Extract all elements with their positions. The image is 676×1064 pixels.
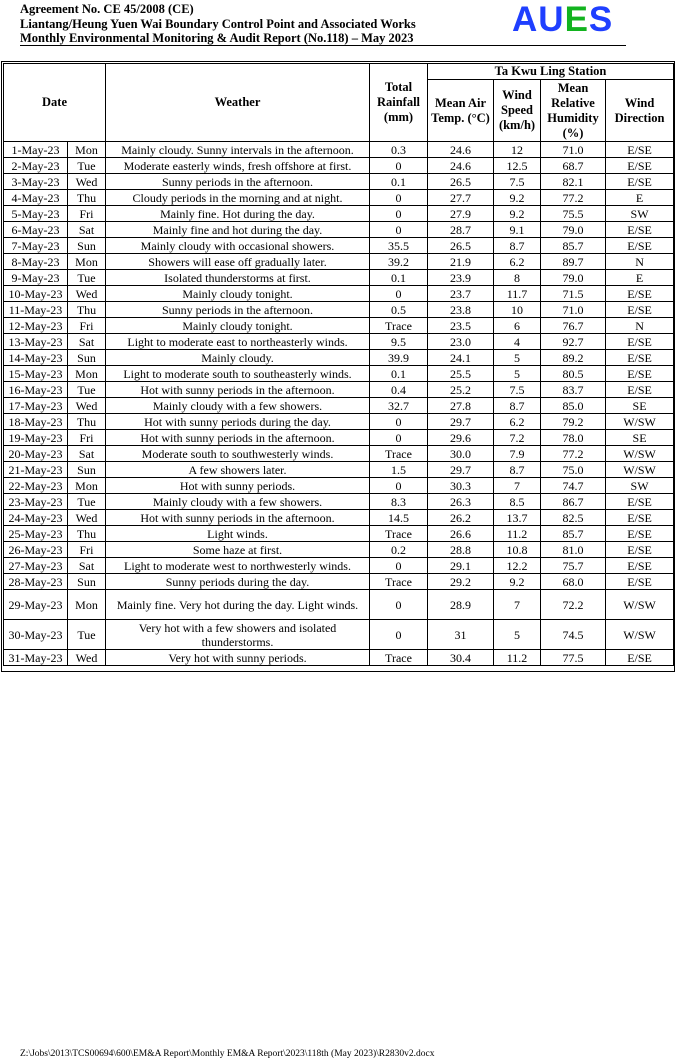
table-row [4, 286, 674, 302]
date-cell: 26-May-23 [4, 542, 68, 558]
temp-cell: 23.8 [428, 302, 494, 318]
temp-cell: 25.5 [428, 366, 494, 382]
rainfall-cell: 0.3 [370, 142, 428, 158]
day-cell: Thu [68, 526, 106, 542]
rainfall-cell: 0.1 [370, 174, 428, 190]
weather-table [3, 63, 674, 666]
table-row [4, 510, 674, 526]
date-cell: 2-May-23 [4, 158, 68, 174]
wind-speed-cell: 12.2 [494, 558, 541, 574]
wind-direction-cell: SW [606, 478, 674, 494]
temp-cell: 28.8 [428, 542, 494, 558]
wind-direction-cell: E/SE [606, 302, 674, 318]
weather-cell: Isolated thunderstorms at first. [106, 270, 370, 286]
wind-speed-cell: 5 [494, 620, 541, 650]
day-cell: Fri [68, 318, 106, 334]
table-row [4, 238, 674, 254]
wind-direction-cell: E/SE [606, 558, 674, 574]
humidity-cell: 82.5 [541, 510, 606, 526]
table-row [4, 414, 674, 430]
date-cell: 29-May-23 [4, 590, 68, 620]
day-cell: Tue [68, 270, 106, 286]
wind-direction-cell: E [606, 190, 674, 206]
temp-cell: 29.2 [428, 574, 494, 590]
weather-cell: Very hot with sunny periods. [106, 650, 370, 666]
table-row [4, 382, 674, 398]
table-row [4, 590, 674, 620]
day-cell: Mon [68, 366, 106, 382]
day-cell: Sun [68, 462, 106, 478]
weather-cell: Mainly cloudy with a few showers. [106, 398, 370, 414]
date-cell: 25-May-23 [4, 526, 68, 542]
wind-direction-cell: E/SE [606, 158, 674, 174]
humidity-cell: 77.2 [541, 446, 606, 462]
temp-cell: 26.5 [428, 238, 494, 254]
table-row [4, 142, 674, 158]
table-row [4, 650, 674, 666]
humidity-cell: 72.2 [541, 590, 606, 620]
wind-speed-cell: 8.5 [494, 494, 541, 510]
wind-direction-cell: E/SE [606, 526, 674, 542]
rainfall-cell: 0 [370, 430, 428, 446]
temp-cell: 23.9 [428, 270, 494, 286]
temp-cell: 28.7 [428, 222, 494, 238]
day-cell: Sun [68, 350, 106, 366]
date-cell: 19-May-23 [4, 430, 68, 446]
temp-cell: 27.8 [428, 398, 494, 414]
humidity-cell: 74.7 [541, 478, 606, 494]
date-cell: 18-May-23 [4, 414, 68, 430]
rainfall-cell: 0 [370, 620, 428, 650]
humidity-cell: 79.2 [541, 414, 606, 430]
rainfall-cell: 0 [370, 286, 428, 302]
date-cell: 10-May-23 [4, 286, 68, 302]
wind-direction-cell: E/SE [606, 542, 674, 558]
day-cell: Wed [68, 286, 106, 302]
wind-speed-cell: 13.7 [494, 510, 541, 526]
rainfall-cell: 39.2 [370, 254, 428, 270]
day-cell: Sat [68, 334, 106, 350]
date-cell: 31-May-23 [4, 650, 68, 666]
humidity-cell: 85.7 [541, 238, 606, 254]
weather-cell: Sunny periods in the afternoon. [106, 302, 370, 318]
rainfall-cell: 0.5 [370, 302, 428, 318]
temp-cell: 26.5 [428, 174, 494, 190]
table-row [4, 478, 674, 494]
humidity-cell: 78.0 [541, 430, 606, 446]
temp-cell: 23.5 [428, 318, 494, 334]
date-cell: 14-May-23 [4, 350, 68, 366]
date-cell: 16-May-23 [4, 382, 68, 398]
wind-speed-cell: 5 [494, 350, 541, 366]
weather-cell: Moderate easterly winds, fresh offshore at first. [106, 158, 370, 174]
temp-cell: 30.3 [428, 478, 494, 494]
temp-cell: 29.7 [428, 462, 494, 478]
wind-speed-cell: 11.2 [494, 526, 541, 542]
wind-direction-cell: E [606, 270, 674, 286]
temp-cell: 24.6 [428, 158, 494, 174]
date-cell: 24-May-23 [4, 510, 68, 526]
day-cell: Fri [68, 206, 106, 222]
wind-speed-cell: 8.7 [494, 398, 541, 414]
humidity-cell: 81.0 [541, 542, 606, 558]
rainfall-cell: 0.4 [370, 382, 428, 398]
wind-direction-cell: W/SW [606, 414, 674, 430]
humidity-cell: 68.7 [541, 158, 606, 174]
rainfall-cell: 9.5 [370, 334, 428, 350]
temp-cell: 29.6 [428, 430, 494, 446]
temp-cell: 27.9 [428, 206, 494, 222]
weather-cell: Sunny periods in the afternoon. [106, 174, 370, 190]
table-row [4, 462, 674, 478]
weather-cell: Very hot with a few showers and isolated thunderstorms. [106, 620, 370, 650]
temp-cell: 26.2 [428, 510, 494, 526]
date-cell: 5-May-23 [4, 206, 68, 222]
date-cell: 13-May-23 [4, 334, 68, 350]
wind-speed-cell: 9.2 [494, 574, 541, 590]
header-divider [20, 45, 626, 46]
wind-direction-cell: E/SE [606, 574, 674, 590]
weather-cell: Hot with sunny periods in the afternoon. [106, 382, 370, 398]
date-cell: 20-May-23 [4, 446, 68, 462]
temp-cell: 24.1 [428, 350, 494, 366]
day-cell: Tue [68, 620, 106, 650]
humidity-cell: 89.2 [541, 350, 606, 366]
day-cell: Tue [68, 158, 106, 174]
rainfall-cell: 0.2 [370, 542, 428, 558]
date-header: Date [4, 64, 106, 142]
wind-direction-cell: E/SE [606, 286, 674, 302]
weather-cell: Hot with sunny periods in the afternoon. [106, 510, 370, 526]
wind-direction-cell: N [606, 254, 674, 270]
date-cell: 1-May-23 [4, 142, 68, 158]
rainfall-cell: 0 [370, 190, 428, 206]
temp-cell: 23.7 [428, 286, 494, 302]
weather-cell: Hot with sunny periods during the day. [106, 414, 370, 430]
wind-direction-cell: E/SE [606, 238, 674, 254]
wind-speed-cell: 9.2 [494, 190, 541, 206]
table-row [4, 206, 674, 222]
station-header: Ta Kwu Ling Station [428, 64, 674, 80]
temp-cell: 27.7 [428, 190, 494, 206]
wind-speed-cell: 7 [494, 590, 541, 620]
day-cell: Thu [68, 302, 106, 318]
weather-cell: Mainly fine. Hot during the day. [106, 206, 370, 222]
day-cell: Thu [68, 190, 106, 206]
weather-cell: Mainly fine and hot during the day. [106, 222, 370, 238]
date-cell: 21-May-23 [4, 462, 68, 478]
wind-direction-cell: E/SE [606, 382, 674, 398]
rainfall-cell: Trace [370, 318, 428, 334]
day-cell: Mon [68, 142, 106, 158]
date-cell: 23-May-23 [4, 494, 68, 510]
day-cell: Fri [68, 430, 106, 446]
temp-cell: 24.6 [428, 142, 494, 158]
wind-direction-cell: E/SE [606, 222, 674, 238]
day-cell: Mon [68, 478, 106, 494]
aues-logo: AUES [512, 0, 614, 39]
rainfall-cell: Trace [370, 446, 428, 462]
rainfall-cell: 14.5 [370, 510, 428, 526]
table-row [4, 158, 674, 174]
humidity-cell: 71.0 [541, 302, 606, 318]
rainfall-cell: Trace [370, 650, 428, 666]
wind-direction-cell: E/SE [606, 350, 674, 366]
project-title: Liantang/Heung Yuen Wai Boundary Control Point and Associated Works [20, 16, 416, 31]
date-cell: 3-May-23 [4, 174, 68, 190]
date-cell: 6-May-23 [4, 222, 68, 238]
table-row [4, 574, 674, 590]
day-cell: Sat [68, 558, 106, 574]
wind-direction-cell: W/SW [606, 590, 674, 620]
rainfall-cell: 0 [370, 590, 428, 620]
weather-cell: Mainly cloudy. Sunny intervals in the afternoon. [106, 142, 370, 158]
wind-speed-cell: 11.2 [494, 650, 541, 666]
weather-cell: Light to moderate east to northeasterly winds. [106, 334, 370, 350]
day-cell: Mon [68, 590, 106, 620]
table-row [4, 254, 674, 270]
date-cell: 4-May-23 [4, 190, 68, 206]
date-cell: 27-May-23 [4, 558, 68, 574]
wind-speed-cell: 7.2 [494, 430, 541, 446]
wind-direction-cell: W/SW [606, 446, 674, 462]
wind-direction-cell: W/SW [606, 620, 674, 650]
rainfall-cell: 0 [370, 558, 428, 574]
wind-speed-cell: 8 [494, 270, 541, 286]
weather-cell: Mainly cloudy with a few showers. [106, 494, 370, 510]
day-cell: Tue [68, 494, 106, 510]
report-title: Monthly Environmental Monitoring & Audit Report (No.118) – May 2023 [20, 31, 414, 45]
weather-cell: Mainly cloudy. [106, 350, 370, 366]
wind-direction-cell: SW [606, 206, 674, 222]
date-cell: 8-May-23 [4, 254, 68, 270]
temp-cell: 26.3 [428, 494, 494, 510]
weather-cell: Hot with sunny periods. [106, 478, 370, 494]
file-path-footer: Z:\Jobs\2013\TCS00694\600\EM&A Report\Monthly EM&A Report\2023\118th (May 2023)\R2830v2.docx [20, 1049, 435, 1059]
day-cell: Wed [68, 174, 106, 190]
weather-cell: Mainly cloudy tonight. [106, 286, 370, 302]
temp-cell: 31 [428, 620, 494, 650]
humidity-cell: 75.5 [541, 206, 606, 222]
humidity-cell: 86.7 [541, 494, 606, 510]
date-cell: 9-May-23 [4, 270, 68, 286]
rainfall-cell: 1.5 [370, 462, 428, 478]
weather-cell: Showers will ease off gradually later. [106, 254, 370, 270]
wind-direction-cell: SE [606, 430, 674, 446]
agreement-number: Agreement No. CE 45/2008 (CE) [20, 2, 194, 16]
table-row [4, 398, 674, 414]
wind-direction-header: Wind Direction [606, 80, 674, 142]
temp-cell: 29.1 [428, 558, 494, 574]
weather-cell: A few showers later. [106, 462, 370, 478]
table-row [4, 318, 674, 334]
rainfall-cell: 8.3 [370, 494, 428, 510]
table-row [4, 190, 674, 206]
date-cell: 28-May-23 [4, 574, 68, 590]
temp-cell: 25.2 [428, 382, 494, 398]
humidity-cell: 83.7 [541, 382, 606, 398]
humidity-cell: 79.0 [541, 222, 606, 238]
table-row [4, 620, 674, 650]
rainfall-cell: 0 [370, 414, 428, 430]
rainfall-cell: 0.1 [370, 270, 428, 286]
wind-speed-cell: 9.1 [494, 222, 541, 238]
temp-cell: 30.4 [428, 650, 494, 666]
wind-speed-cell: 10 [494, 302, 541, 318]
wind-speed-cell: 6 [494, 318, 541, 334]
temp-cell: 28.9 [428, 590, 494, 620]
date-cell: 17-May-23 [4, 398, 68, 414]
day-cell: Wed [68, 510, 106, 526]
wind-speed-cell: 11.7 [494, 286, 541, 302]
humidity-cell: 74.5 [541, 620, 606, 650]
date-cell: 30-May-23 [4, 620, 68, 650]
weather-cell: Cloudy periods in the morning and at night. [106, 190, 370, 206]
wind-direction-cell: N [606, 318, 674, 334]
wind-speed-header: Wind Speed (km/h) [494, 80, 541, 142]
wind-speed-cell: 8.7 [494, 462, 541, 478]
day-cell: Wed [68, 650, 106, 666]
table-row [4, 446, 674, 462]
rainfall-cell: 0.1 [370, 366, 428, 382]
table-row [4, 270, 674, 286]
weather-header: Weather [106, 64, 370, 142]
day-cell: Wed [68, 398, 106, 414]
temp-cell: 26.6 [428, 526, 494, 542]
humidity-cell: 76.7 [541, 318, 606, 334]
humidity-cell: 79.0 [541, 270, 606, 286]
wind-speed-cell: 5 [494, 366, 541, 382]
date-cell: 15-May-23 [4, 366, 68, 382]
wind-speed-cell: 6.2 [494, 414, 541, 430]
report-header [20, 2, 416, 46]
day-cell: Thu [68, 414, 106, 430]
humidity-cell: 71.5 [541, 286, 606, 302]
date-cell: 12-May-23 [4, 318, 68, 334]
table-row [4, 366, 674, 382]
wind-speed-cell: 10.8 [494, 542, 541, 558]
weather-cell: Hot with sunny periods in the afternoon. [106, 430, 370, 446]
humidity-cell: 82.1 [541, 174, 606, 190]
day-cell: Sun [68, 574, 106, 590]
wind-speed-cell: 7 [494, 478, 541, 494]
wind-speed-cell: 9.2 [494, 206, 541, 222]
wind-direction-cell: E/SE [606, 510, 674, 526]
temp-cell: 30.0 [428, 446, 494, 462]
weather-cell: Mainly cloudy with occasional showers. [106, 238, 370, 254]
date-cell: 7-May-23 [4, 238, 68, 254]
weather-cell: Mainly cloudy tonight. [106, 318, 370, 334]
wind-speed-cell: 6.2 [494, 254, 541, 270]
table-row [4, 542, 674, 558]
humidity-cell: 75.7 [541, 558, 606, 574]
table-row [4, 174, 674, 190]
wind-speed-cell: 12.5 [494, 158, 541, 174]
humidity-cell: 75.0 [541, 462, 606, 478]
day-cell: Fri [68, 542, 106, 558]
wind-direction-cell: E/SE [606, 142, 674, 158]
rainfall-header: Total Rainfall (mm) [370, 64, 428, 142]
wind-speed-cell: 4 [494, 334, 541, 350]
wind-direction-cell: E/SE [606, 366, 674, 382]
wind-direction-cell: E/SE [606, 174, 674, 190]
weather-cell: Light to moderate west to northwesterly winds. [106, 558, 370, 574]
table-row [4, 334, 674, 350]
wind-direction-cell: E/SE [606, 334, 674, 350]
humidity-cell: 89.7 [541, 254, 606, 270]
day-cell: Tue [68, 382, 106, 398]
date-cell: 11-May-23 [4, 302, 68, 318]
wind-direction-cell: SE [606, 398, 674, 414]
weather-cell: Light winds. [106, 526, 370, 542]
humidity-cell: 80.5 [541, 366, 606, 382]
day-cell: Sun [68, 238, 106, 254]
rainfall-cell: 39.9 [370, 350, 428, 366]
table-row [4, 222, 674, 238]
table-row [4, 494, 674, 510]
table-row [4, 558, 674, 574]
humidity-cell: 68.0 [541, 574, 606, 590]
weather-cell: Mainly fine. Very hot during the day. Light winds. [106, 590, 370, 620]
temp-cell: 21.9 [428, 254, 494, 270]
weather-cell: Light to moderate south to southeasterly winds. [106, 366, 370, 382]
temp-cell: 29.7 [428, 414, 494, 430]
date-cell: 22-May-23 [4, 478, 68, 494]
table-row [4, 526, 674, 542]
wind-speed-cell: 7.9 [494, 446, 541, 462]
wind-speed-cell: 7.5 [494, 382, 541, 398]
weather-cell: Some haze at first. [106, 542, 370, 558]
day-cell: Sat [68, 446, 106, 462]
rainfall-cell: 0 [370, 478, 428, 494]
humidity-cell: 77.5 [541, 650, 606, 666]
rainfall-cell: 35.5 [370, 238, 428, 254]
rainfall-cell: 0 [370, 206, 428, 222]
humidity-cell: 85.7 [541, 526, 606, 542]
table-row [4, 430, 674, 446]
rainfall-cell: 0 [370, 222, 428, 238]
humidity-cell: 85.0 [541, 398, 606, 414]
table-row [4, 302, 674, 318]
wind-speed-cell: 7.5 [494, 174, 541, 190]
wind-direction-cell: W/SW [606, 462, 674, 478]
table-row [4, 350, 674, 366]
day-cell: Mon [68, 254, 106, 270]
rainfall-cell: 0 [370, 158, 428, 174]
wind-speed-cell: 8.7 [494, 238, 541, 254]
humidity-cell: 77.2 [541, 190, 606, 206]
rainfall-cell: Trace [370, 526, 428, 542]
wind-speed-cell: 12 [494, 142, 541, 158]
humidity-cell: 71.0 [541, 142, 606, 158]
weather-cell: Sunny periods during the day. [106, 574, 370, 590]
temp-header: Mean Air Temp. (°C) [428, 80, 494, 142]
day-cell: Sat [68, 222, 106, 238]
weather-cell: Moderate south to southwesterly winds. [106, 446, 370, 462]
temp-cell: 23.0 [428, 334, 494, 350]
table-body [4, 142, 674, 666]
wind-direction-cell: E/SE [606, 650, 674, 666]
rainfall-cell: 32.7 [370, 398, 428, 414]
humidity-cell: 92.7 [541, 334, 606, 350]
humidity-header: Mean Relative Humidity (%) [541, 80, 606, 142]
wind-direction-cell: E/SE [606, 494, 674, 510]
rainfall-cell: Trace [370, 574, 428, 590]
